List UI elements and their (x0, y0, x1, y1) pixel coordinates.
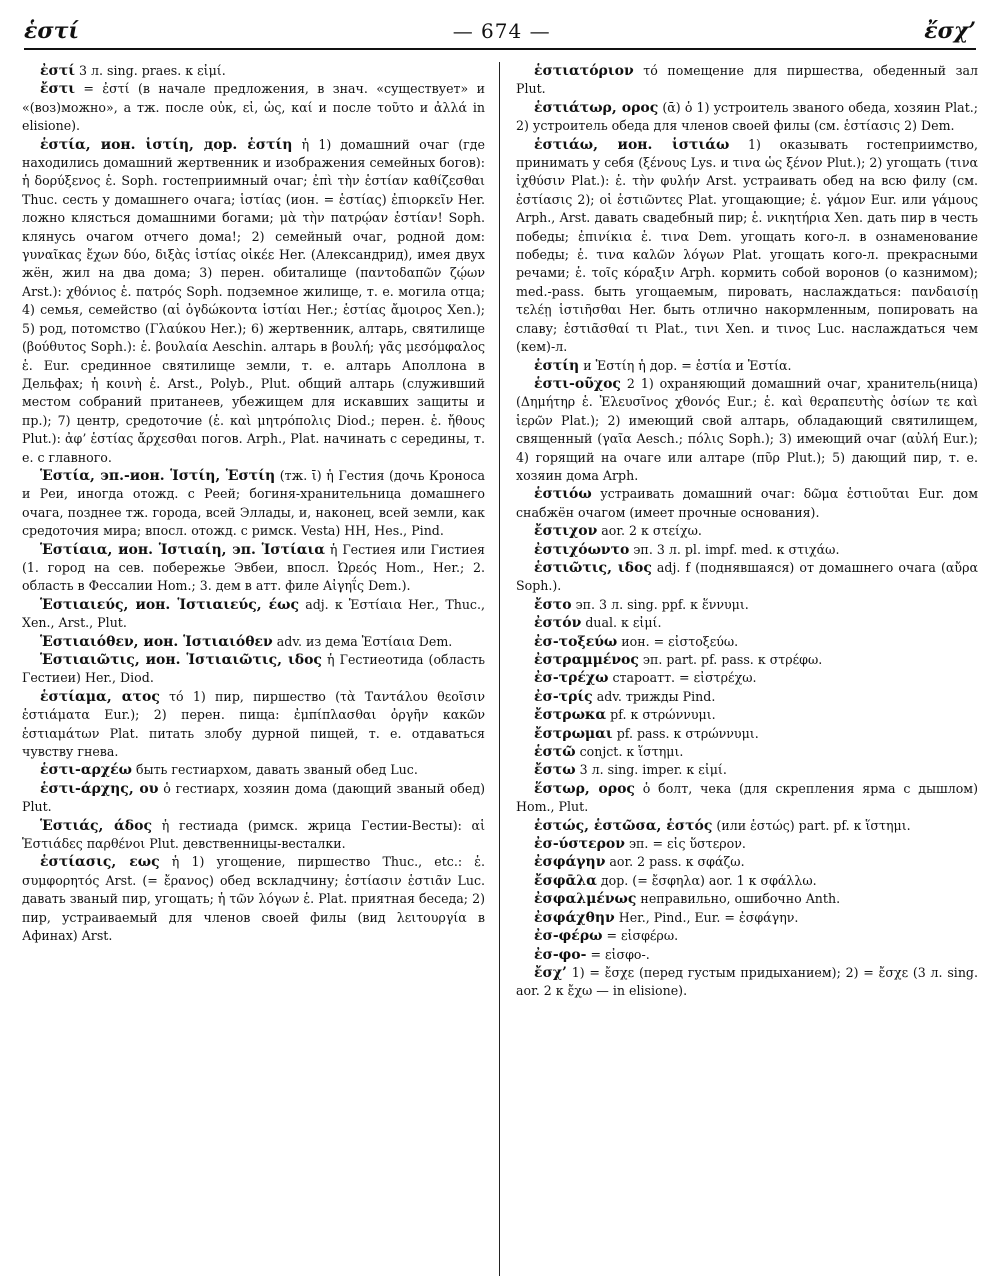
entry-definition: 1) = ἔσχε (перед густым придыханием); 2) = ἔσχε (3 л. sing. aor. 2 к ἔχω — in elisione). (516, 964, 978, 999)
entry-definition: (или ἑστώς) part. pf. к ἵστημι. (712, 817, 911, 833)
entry-definition: неправильно, ошибочно Anth. (636, 891, 841, 907)
dictionary-entry (516, 706, 978, 724)
entry-definition: adv. трижды Pind. (592, 688, 716, 704)
entry-definition: ἡ Гестиея или Гистиея (1. город на сев. побережье Эвбеи, впосл. Ὠρεός Hom., Her.; 2. область в Фессалии Hom.; 3. дем в атт. филе Αἰγηΐς Dem.). (22, 541, 485, 594)
entry-definition: ὁ болт, чека (для скрепления ярма с дышлом) Hom., Plut. (516, 780, 978, 815)
entry-headword: ἔστο (534, 596, 572, 613)
dictionary-entry (516, 485, 978, 522)
running-head-left: ἑστί (24, 18, 80, 44)
entry-definition: 2 1) охраняющий домашний очаг, хранитель(ница) (Δημήτηρ ἑ. Ἐλευσῖνος χθονός Eur.; ἑ. καὶ θεραπευτὴς ὁσίων τε καὶ ἱερῶν Plat.); 2) имеющий свой алтарь, обладающий святилищем, священный (γαῖα Aesch.; πόλις Soph.); 3) имеющий очаг (αὐλή Eur.); 4) горящий на очаге или алтаре (πῦρ Plut.); 5) дающий пир, т. е. хозяин дома Arph. (516, 375, 978, 483)
entry-headword: ἑστι-οῦχος (534, 375, 621, 392)
dictionary-entry (516, 357, 978, 375)
entry-headword: ἐσ-φέρω (534, 928, 603, 945)
entry-definition: pf. к στρώννυμι. (606, 707, 716, 723)
entry-headword: ἐσφάχθην (534, 909, 615, 926)
entry-headword: ἐσ-τρίς (534, 688, 593, 705)
entry-headword: ἑστίαμα, ατος (40, 688, 160, 705)
entry-definition: = ἐστί (в начале предложения, в знач. «существует» и «(воз)можно», а тж. после οὐκ, εἰ, ὡς, καί и после τοῦτο и ἀλλά in elisione). (22, 81, 485, 134)
left-column (22, 62, 500, 1276)
dictionary-entry (516, 669, 978, 687)
dictionary-entry (516, 909, 978, 927)
entry-definition: Her., Pind., Eur. = ἐσφάγην. (614, 909, 799, 925)
entry-definition: эп. part. pf. pass. к στρέφω. (638, 652, 823, 667)
entry-headword: ἔστω (534, 762, 576, 779)
entry-headword: Ἑστιαιῶτις, ион. Ἱστιαιῶτις, ιδος (40, 652, 322, 668)
dictionary-entry (22, 80, 485, 135)
entry-definition: τό помещение для пиршества, обеденный зал Plut. (516, 63, 978, 97)
dictionary-entry (516, 780, 978, 817)
dictionary-entry (22, 596, 485, 633)
dictionary-entry (516, 136, 978, 357)
entry-definition: ἡ 1) угощение, пиршество Thuc., etc.: ἑ. συμφορητός Arst. (= ἔρανος) обед вскладчину; ἑστίασιν ἑστιᾶν Luc. давать званый пир, угощать; ἡ τῶν λόγων ἑ. Plat. приятная беседа; 2) пир, устраиваемый для членов своей филы (вид λειτουργία в Афинах) Arst. (22, 854, 485, 944)
entry-headword: ἔσφᾱλα (534, 872, 597, 889)
entry-definition: = εἰσφο-. (586, 946, 650, 962)
entry-headword: ἑστιόω (534, 486, 592, 503)
dictionary-entry (516, 927, 978, 945)
dictionary-entry (516, 725, 978, 743)
dictionary-entry (516, 688, 978, 706)
entry-definition: эп. 3 л. pl. impf. med. к στιχάω. (629, 541, 840, 557)
entry-definition: adj. f (поднявшаяся) от домашнего очага (αὔρα Soph.). (516, 559, 978, 594)
entry-headword: Ἑστιαιόθεν, ион. Ἱστιαιόθεν (40, 633, 273, 650)
entry-headword: ἐσ-φο- (534, 946, 587, 963)
dictionary-entry (22, 853, 485, 945)
entry-headword: ἐσ-τοξεύω (534, 633, 618, 650)
entry-headword: ἑστι-αρχέω (40, 762, 132, 779)
dictionary-entry (22, 780, 485, 817)
dictionary-entry (516, 817, 978, 835)
entry-headword: Ἑστιαιεύς, ион. Ἱστιαιεύς, έως (40, 596, 300, 613)
entry-definition: conjct. к ἵστημι. (575, 744, 684, 760)
right-column (500, 62, 978, 1276)
dictionary-entry (22, 651, 485, 688)
entry-definition: эп. = εἰς ὕστερον. (624, 836, 746, 852)
entry-headword: ἑστιατόριον (534, 63, 634, 79)
entry-definition: ἡ 1) домашний очаг (где находились домашний жертвенник и изображения семейных богов): ἡ δορύξενος ἑ. Soph. гостеприимный очаг; ἐπὶ τὴν ἑστίαν καθίζεσθαι Thuc. сесть у домашнего очага; ἱστίας (ион. = ἑστίας) ἐπιορκεῖν Her. ложно клясться домашними богами; μὰ τὴν πατρῴαν ἑστίαν! Soph. клянусь очагом отчего дома!; 2) семейный очаг, родной дом: γυναῖκας ἔχων δύο, διξὰς ἱστίας οἰκέε Her. (Александрид), имея двух жён, жил на два дома; 3) перен. обиталище (παντοδαπῶν ζῴων Arst.): χθόνιος ἑ. πατρός Soph. подземное жилище, т. е. могила отца; 4) семья, семейство (αἱ ὀγδώκοντα ἱστίαι Her.; ἑστίας ἄμοιρος Xen.); 5) род, потомство (Γλαύκου Her.); 6) жертвенник, алтарь, святилище (βούθυτος Soph.): ἑ. βουλαία Aeschin. алтарь в βουλή; γᾶς μεσόμφαλος ἑ. Eur. срединное святилище земли, т. е. алтарь Аполлона в Дельфах; ἡ κοινὴ ἑ. Arst., Polyb., Plut. общий алтарь (служивший местом собраний пританеев, убежищем для искавших защиты и пр.); 7) центр, средоточие (ἑ. καὶ μητρόπολις Diod.; перен. ἑ. ἤθους Plut.): ἀφ’ ἑστίας ἄρχεσθαι погов. Arph., Plat. начинать с середины, т. е. с главного. (22, 136, 485, 465)
entry-definition: 1) оказывать гостеприимство, принимать у себя (ξένους Lys. и τινα ὡς ξένον Plut.); 2) угощать (τινα ἰχθύσιν Plat.): ἑ. τὴν φυλήν Arst. устраивать обед на всю филу (см. ἑστίασις 2); οἱ ἑστιῶντες Plat. угощающие; ἑ. γάμον Eur. или γάμους Arph., Arst. давать свадебный пир; ἑ. νικητήρια Xen. дать пир в честь победы; ἐπινίκια ἑ. τινα Dem. угощать кого-л. в ознаменование победы; ἑ. τινα καλῶν λόγων Plat. угощать кого-л. прекрасными речами; ἑ. τοῖς κόραξιν Arph. кормить собой воронов (о казнимом); med.-pass. быть угощаемым, пировать, наслаждаться: πανδαισίῃ τελέῃ ἱστιῆσθαι Her. быть отлично накормленным, попировать на славу; ἑστιᾶσθαί τι Plat., τινι Xen. и τινος Luc. наслаждаться чем (кем)-л. (516, 136, 978, 355)
entry-definition: 3 л. sing. imper. к εἰμί. (575, 762, 727, 778)
entry-definition: устраивать домашний очаг: δῶμα ἑστιοῦται Eur. дом снабжён очагом (имеет прочные основания). (516, 486, 978, 520)
dictionary-entry (22, 62, 485, 80)
dictionary-entry (516, 633, 978, 651)
columns (22, 62, 978, 1276)
dictionary-entry (516, 651, 978, 669)
dictionary-entry (516, 872, 978, 890)
dictionary-entry (516, 375, 978, 485)
entry-headword: ἑστώς, ἑστῶσα, ἑστός (534, 817, 713, 834)
entry-definition: дор. (= ἔσφηλα) aor. 1 к σφάλλω. (596, 872, 817, 888)
entry-headword: ἐστόν (534, 615, 582, 632)
entry-definition: 3 л. sing. praes. к εἰμί. (75, 63, 226, 78)
entry-headword: ἐσφαλμένως (534, 891, 637, 908)
entry-headword: ἑστιάω, ион. ἱστιάω (534, 136, 730, 153)
entry-definition: быть гестиархом, давать званый обед Luc. (131, 762, 418, 778)
page-header (24, 14, 976, 50)
dictionary-entry (22, 541, 485, 596)
dictionary-entry (516, 99, 978, 136)
entry-definition: эп. 3 л. sing. ppf. к ἕννυμι. (571, 596, 749, 612)
entry-definition: adv. из дема Ἑστίαια Dem. (272, 633, 453, 649)
entry-definition: (ᾱ) ὁ 1) устроитель званого обеда, хозяин Plat.; 2) устроитель обеда для членов своей филы (см. ἑστίασις 2) Dem. (516, 99, 978, 134)
dictionary-entry (516, 541, 978, 559)
running-head-right: ἔσχ’ (924, 18, 976, 44)
entry-definition: adj. к Ἑστίαια Her., Thuc., Xen., Arst., Plut. (22, 596, 485, 631)
entry-definition: староатт. = εἰστρέχω. (608, 670, 757, 686)
dictionary-entry (22, 688, 485, 762)
entry-headword: ἔσχ’ (534, 964, 567, 981)
entry-headword: ἑστίασις, εως (40, 854, 160, 871)
entry-headword: ἐσ-τρέχω (534, 670, 609, 687)
dictionary-entry (516, 743, 978, 761)
entry-headword: ἐστραμμένος (534, 652, 639, 668)
entry-definition: τό 1) пир, пиршество (τὰ Ταντάλου θεοῖσιν ἑστιάματα Eur.); 2) перен. пища: ἐμπίπλασθαι ὀργῆν κακῶν ἑστιαμάτων Plat. питать злобу дурной пищей, т. е. отдаваться чувству гнева. (22, 688, 485, 760)
entry-headword: ἐστιχόωντο (534, 541, 630, 558)
dictionary-entry (516, 853, 978, 871)
dictionary-entry (516, 522, 978, 540)
entry-headword: ἐσ-ύστερον (534, 836, 625, 853)
page-number: — 674 — (452, 19, 551, 43)
entry-headword: ἑστι-άρχης, ου (40, 780, 159, 797)
entry-headword: Ἑστίαια, ион. Ἱστιαίη, эп. Ἱστίαια (40, 541, 326, 558)
dictionary-entry (516, 62, 978, 99)
entry-headword: ἑστία, ион. ἱστίη, дор. ἑστίη (40, 136, 293, 153)
entry-headword: Ἑστία, эп.-ион. Ἱστίη, Ἑστίη (40, 467, 276, 484)
entry-definition: aor. 2 pass. к σφάζω. (605, 854, 745, 870)
dictionary-entry (516, 614, 978, 632)
entry-headword: ἑστίη (534, 357, 580, 374)
dictionary-entry (22, 633, 485, 651)
entry-headword: ἐσφάγην (534, 854, 606, 871)
dictionary-entry (516, 946, 978, 964)
entry-headword: ἔστρωμαι (534, 725, 613, 742)
entry-definition: ἡ гестиада (римск. жрица Гестии-Весты): αἱ Ἑστιάδες παρθένοι Plut. девственницы-весталки. (22, 817, 486, 852)
dictionary-entry (516, 890, 978, 908)
dictionary-entry (22, 467, 485, 541)
dictionary-entry (22, 136, 485, 467)
entry-definition: aor. 2 к στείχω. (597, 523, 702, 539)
entry-definition: dual. к εἰμί. (581, 615, 662, 631)
entry-headword: ἑστιάτωρ, ορος (534, 99, 659, 116)
dictionary-entry (516, 835, 978, 853)
entry-definition: (тж. ῑ) ἡ Гестия (дочь Кроноса и Реи, иногда отожд. с Реей; богиня-хранительница домашнего очага, позднее тж. города, всей Эллады, и, наконец, всей земли, как средоточия мира; впосл. отожд. с римск. Vesta) HH, Hes., Pind. (22, 467, 485, 539)
entry-definition: = εἰσφέρω. (602, 928, 679, 944)
dictionary-entry (516, 964, 978, 1001)
entry-headword: ἕστωρ, ορος (534, 780, 635, 797)
entry-headword: ἐστί (40, 63, 76, 79)
entry-headword: ἔστιχον (534, 523, 598, 540)
entry-definition: pf. pass. к στρώννυμι. (612, 725, 759, 741)
dictionary-entry (516, 596, 978, 614)
entry-definition: ион. = εἰστοξεύω. (617, 633, 739, 649)
entry-headword: ἑστιῶτις, ιδος (534, 559, 652, 576)
entry-headword: ἑστῶ (534, 744, 576, 761)
dictionary-entry (516, 761, 978, 779)
entry-headword: ἔστι (40, 81, 76, 98)
entry-definition: ὁ гестиарх, хозяин дома (дающий званый обед) Plut. (22, 780, 485, 815)
entry-headword: Ἑστιάς, άδος (40, 817, 152, 834)
entry-headword: ἔστρωκα (534, 707, 607, 724)
entry-definition: и Ἑστίη ἡ дор. = ἑστία и Ἑστία. (579, 357, 792, 373)
entry-definition: ἡ Гестиеотида (область Гестиеи) Her., Diod. (22, 652, 485, 686)
dictionary-entry (22, 817, 485, 854)
dictionary-entry (22, 761, 485, 779)
dictionary-entry (516, 559, 978, 596)
